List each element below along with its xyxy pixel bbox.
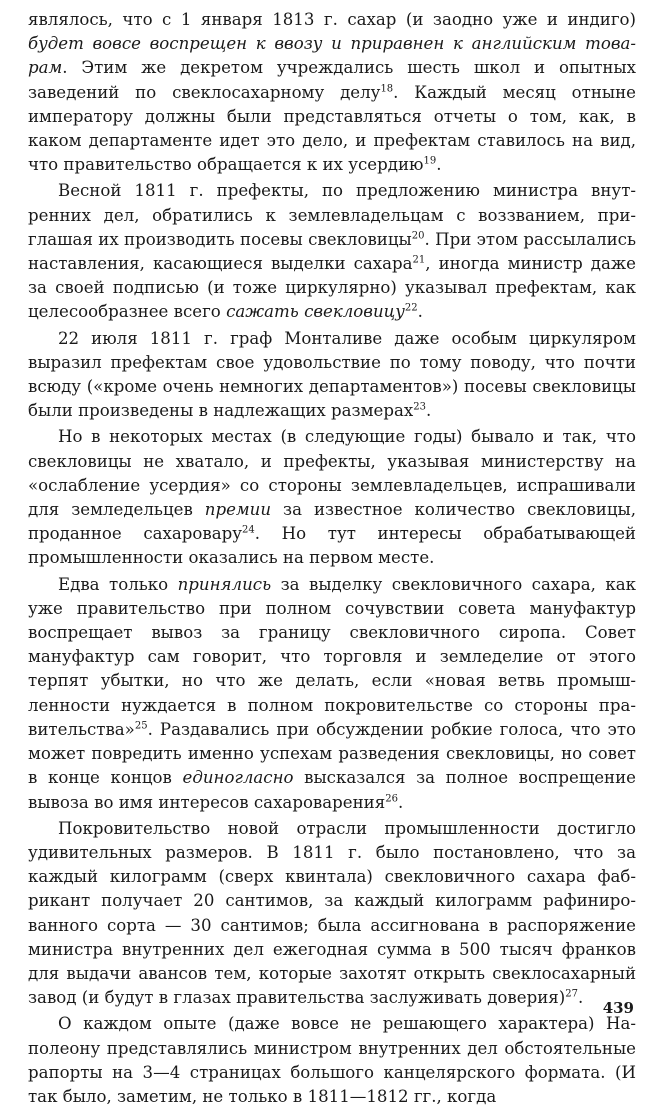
italic-text: принялись xyxy=(177,574,272,594)
text-run: Покровительство новой отрасли промышленности достигло удивительных размеров. В 1811 г. было постановлено, что за каждый килограмм (сверх квинтала) свекловичного сахара фабрикант получает 20 сантимов, за каждый килограмм рафинированного сорта — 30 сантимов; была ассигнована в распоряжение министра внутренних дел ежегодная сумма в 500 тысяч франков для выдачи авансов тем, которые захотят открыть свеклосахарный завод (и будут в глазах правительства заслуживать доверия) xyxy=(28,818,636,1008)
footnote-ref: 21 xyxy=(412,254,426,266)
text-run: . xyxy=(425,401,432,421)
paragraph xyxy=(28,179,636,324)
text-run: . xyxy=(577,988,584,1008)
italic-text: премии xyxy=(204,500,272,520)
paragraph xyxy=(28,573,636,815)
footnote-ref: 22 xyxy=(404,302,418,314)
footnote-ref: 20 xyxy=(411,230,425,242)
italic-text: будет вовсе воспрещен к ввозу и приравнен к английским товарам xyxy=(28,34,636,78)
text-run: за известное количество свекловицы, проданное сахаровару xyxy=(28,500,636,544)
page-number: 439 xyxy=(602,999,634,1017)
text-run: . Каждый месяц отныне императору должны были представляться отчеты о том, как, в каком департаменте идет это дело, и префектам ставилось на вид, что правительство обращается к их усердию xyxy=(28,82,636,175)
text-run: . xyxy=(397,792,404,812)
paragraph xyxy=(28,8,636,177)
text-run: являлось, что с 1 января 1813 г. сахар (и заодно уже и индиго) xyxy=(28,10,636,29)
footnote-ref: 19 xyxy=(423,155,437,167)
text-run: . При этом рассылались наставления, касающиеся выделки сахара xyxy=(28,229,637,274)
text-run: О каждом опыте (даже вовсе не решающего характера) Наполеону представлялись министром внутренних дел обстоятельные рапорты на 3—4 страницах большого канцелярского формата. (И так было, заметим, не только в 1811—1812 гг., когда xyxy=(28,1014,636,1106)
text-run: 22 июля 1811 г. граф Монталиве даже особым циркуляром выразил префектам свое удовольствие по тому поводу, что почти всюду («кроме очень немногих департаментов») посевы свекловицы были произведены в надлежащих размерах xyxy=(28,328,636,421)
footnote-ref: 18 xyxy=(380,83,394,95)
italic-text: единогласно xyxy=(182,768,294,788)
paragraph xyxy=(28,425,636,570)
text-run: Едва только xyxy=(58,574,178,594)
footnote-ref: 25 xyxy=(134,720,148,732)
footnote-ref: 27 xyxy=(565,988,578,1000)
paragraph xyxy=(28,1012,636,1109)
text-run: , иногда министр даже за своей подписью (и тоже циркулярно) указывал префектам, как целесообразнее всего xyxy=(28,254,636,322)
text-run: . xyxy=(436,155,442,175)
text-run: за выделку свекловичного сахара, как уже правительство при полном сочувствии совета мануфактур воспрещает вывоз за границу свекловичного сиропа. Совет мануфактур сам говорит, что торговля и земледелие от этого терпят убытки, но что же делать, если «новая ветвь промышленности нуждается в полном покровительстве со стороны правительства» xyxy=(28,574,636,739)
footnote-ref: 26 xyxy=(385,792,398,804)
footnote-ref: 24 xyxy=(242,524,255,536)
body-text xyxy=(28,8,636,1109)
footnote-ref: 23 xyxy=(413,401,426,413)
text-run: Весной 1811 г. префекты, по предложению министра внутренних дел, обратились к землевладельцам с воззванием, приглашая их производить посевы свекловицы xyxy=(28,181,636,249)
text-run: высказался за полное воспрещение вывоза во имя интересов сахароварения xyxy=(28,768,636,812)
paragraph xyxy=(28,817,636,1011)
italic-text: сажать свекловицу xyxy=(226,302,405,322)
text-run: . Этим же декретом учреждались шесть школ и опытных заведений по свеклосахарному делу xyxy=(28,58,636,102)
text-run: . Но тут интересы обрабатывающей промышленности оказались на первом месте. xyxy=(28,524,636,568)
paragraph xyxy=(28,327,636,424)
text-run: . xyxy=(417,302,423,322)
text-run: . Раздавались при обсуждении робкие голоса, что это может повредить именно успехам разведения свекловицы, но совет в конце концов xyxy=(28,719,636,788)
text-run: Но в некоторых местах (в следующие годы) бывало и так, что свекловицы не хватало, и префекты, указывая министерству на «ослабление усердия» со стороны землевладельцев, испрашивали для земледельцев xyxy=(28,427,636,520)
